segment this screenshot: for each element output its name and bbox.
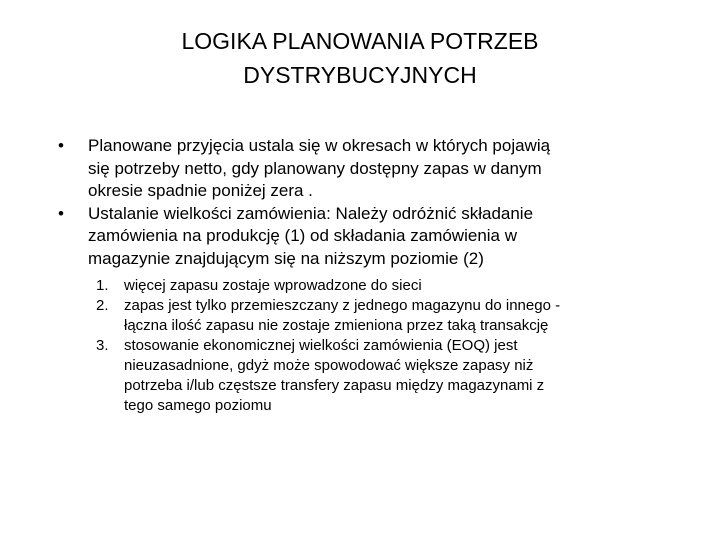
bullet-marker: • [58, 203, 64, 223]
bullet-text-line: się potrzeby netto, gdy planowany dostępny zapas w danym [88, 158, 542, 178]
numbered-item-text [124, 296, 696, 336]
bullet-item [58, 203, 678, 271]
numbered-item-line: łączna ilość zapasu nie zostaje zmieniona przez taką transakcję [124, 317, 549, 334]
bullet-text-line: zamówienia na produkcję (1) od składania zamówienia w [88, 226, 518, 245]
slide-title-line: DYSTRYBUCYJNYCH [243, 62, 477, 88]
bullet-marker: • [58, 136, 64, 155]
bullet-item [58, 135, 678, 203]
numbered-item-line: stosowanie ekonomicznej wielkości zamówienia (EOQ) jest [124, 337, 518, 354]
numbered-item-text [124, 276, 696, 296]
numbered-item-line: więcej zapasu zostaje wprowadzone do sieci [124, 277, 422, 294]
bullet-text-line: okresie spadnie poniżej zera . [88, 181, 313, 200]
item-number: 1. [96, 277, 109, 294]
slide-title-line: LOGIKA PLANOWANIA POTRZEB [181, 28, 539, 54]
numbered-item-line: nieuzasadnione, gdyż może spowodować większe zapasy niż [124, 357, 534, 374]
numbered-item-line: potrzeba i/lub częstsze transfery zapasu między magazynami z [124, 377, 545, 394]
bullet-text [88, 203, 678, 271]
item-number: 2. [96, 297, 109, 314]
bullet-text-line: Ustalanie wielkości zamówienia: Należy odróżnić składanie [88, 203, 534, 223]
slide-title [60, 24, 660, 92]
bullet-text-line: magazynie znajdującym się na niższym poziomie (2) [88, 248, 484, 268]
numbered-item [96, 296, 696, 336]
bullet-text [88, 135, 678, 203]
numbered-item-text [124, 336, 696, 416]
numbered-item-line: zapas jest tylko przemieszczany z jednego magazynu do innego - [124, 297, 561, 314]
numbered-item-line: tego samego poziomu [124, 397, 272, 414]
numbered-item [96, 336, 696, 416]
bullet-text-line: Planowane przyjęcia ustala się w okresach w których pojawią [88, 136, 551, 155]
numbered-list [96, 276, 696, 416]
item-number: 3. [96, 337, 109, 354]
numbered-item [96, 276, 696, 296]
bullet-list [58, 135, 678, 270]
